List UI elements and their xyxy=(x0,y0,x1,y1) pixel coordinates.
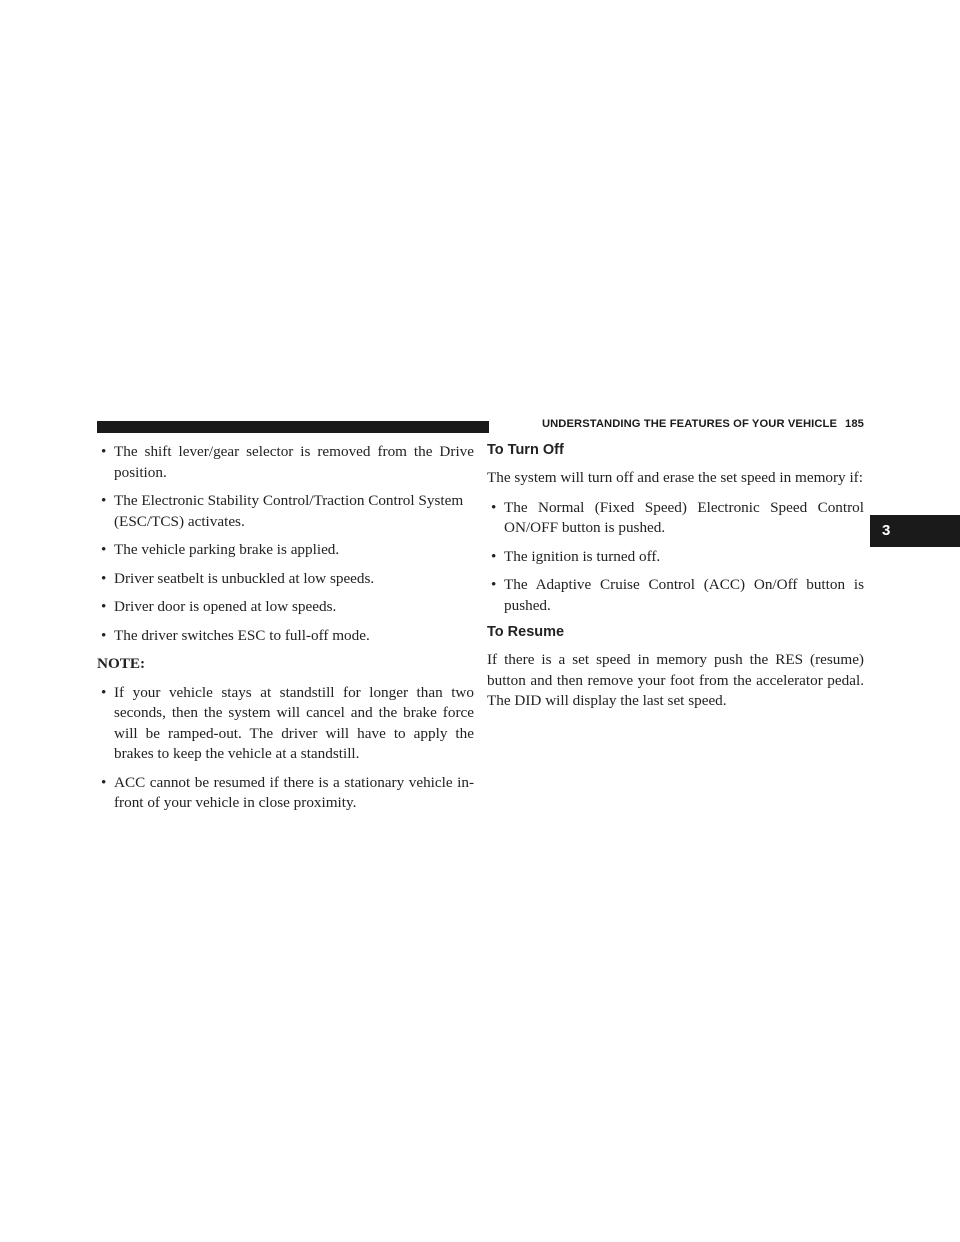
chapter-tab: 3 xyxy=(870,515,960,547)
right-column xyxy=(487,442,864,712)
header-rule xyxy=(97,421,489,433)
list-item: • The shift lever/gear selector is removed from the Drive position. xyxy=(97,442,474,483)
list-item: • The driver switches ESC to full-off mode. xyxy=(97,626,474,647)
list-item: • The vehicle parking brake is applied. xyxy=(97,540,474,561)
resume-heading: To Resume xyxy=(487,624,565,640)
resume-text: If there is a set speed in memory push the RES (resume) button and then remove your foot from the accelerator pedal. The DID will display the last set speed. xyxy=(487,651,864,709)
list-item: • ACC cannot be resumed if there is a stationary vehicle in-front of your vehicle in close proximity. xyxy=(97,773,474,814)
page-number: 185 xyxy=(845,418,864,430)
turn-off-text: The system will turn off and erase the set speed in memory if: xyxy=(487,469,863,486)
list-item: • If your vehicle stays at standstill for longer than two seconds, then the system will cancel and the brake force will be ramped-out. The driver will have to apply the brakes to keep the vehicle at a standstill. xyxy=(97,683,474,765)
list-item: • The Electronic Stability Control/Traction Control System (ESC/TCS) activates. xyxy=(97,491,474,532)
running-header xyxy=(504,418,864,436)
turn-off-heading: To Turn Off xyxy=(487,442,564,458)
turn-off-list xyxy=(487,498,864,617)
list-item: • The ignition is turned off. xyxy=(487,547,864,568)
cancel-conditions-list xyxy=(97,442,474,646)
section-title: UNDERSTANDING THE FEATURES OF YOUR VEHICLE xyxy=(541,418,838,430)
list-item: • Driver seatbelt is unbuckled at low speeds. xyxy=(97,569,474,590)
list-item: • The Normal (Fixed Speed) Electronic Speed Control ON/OFF button is pushed. xyxy=(487,498,864,539)
list-item: • Driver door is opened at low speeds. xyxy=(97,597,474,618)
note-list xyxy=(97,683,474,814)
note-label: NOTE: xyxy=(97,655,146,672)
list-item: • The Adaptive Cruise Control (ACC) On/Off button is pushed. xyxy=(487,575,864,616)
left-column xyxy=(97,442,474,822)
